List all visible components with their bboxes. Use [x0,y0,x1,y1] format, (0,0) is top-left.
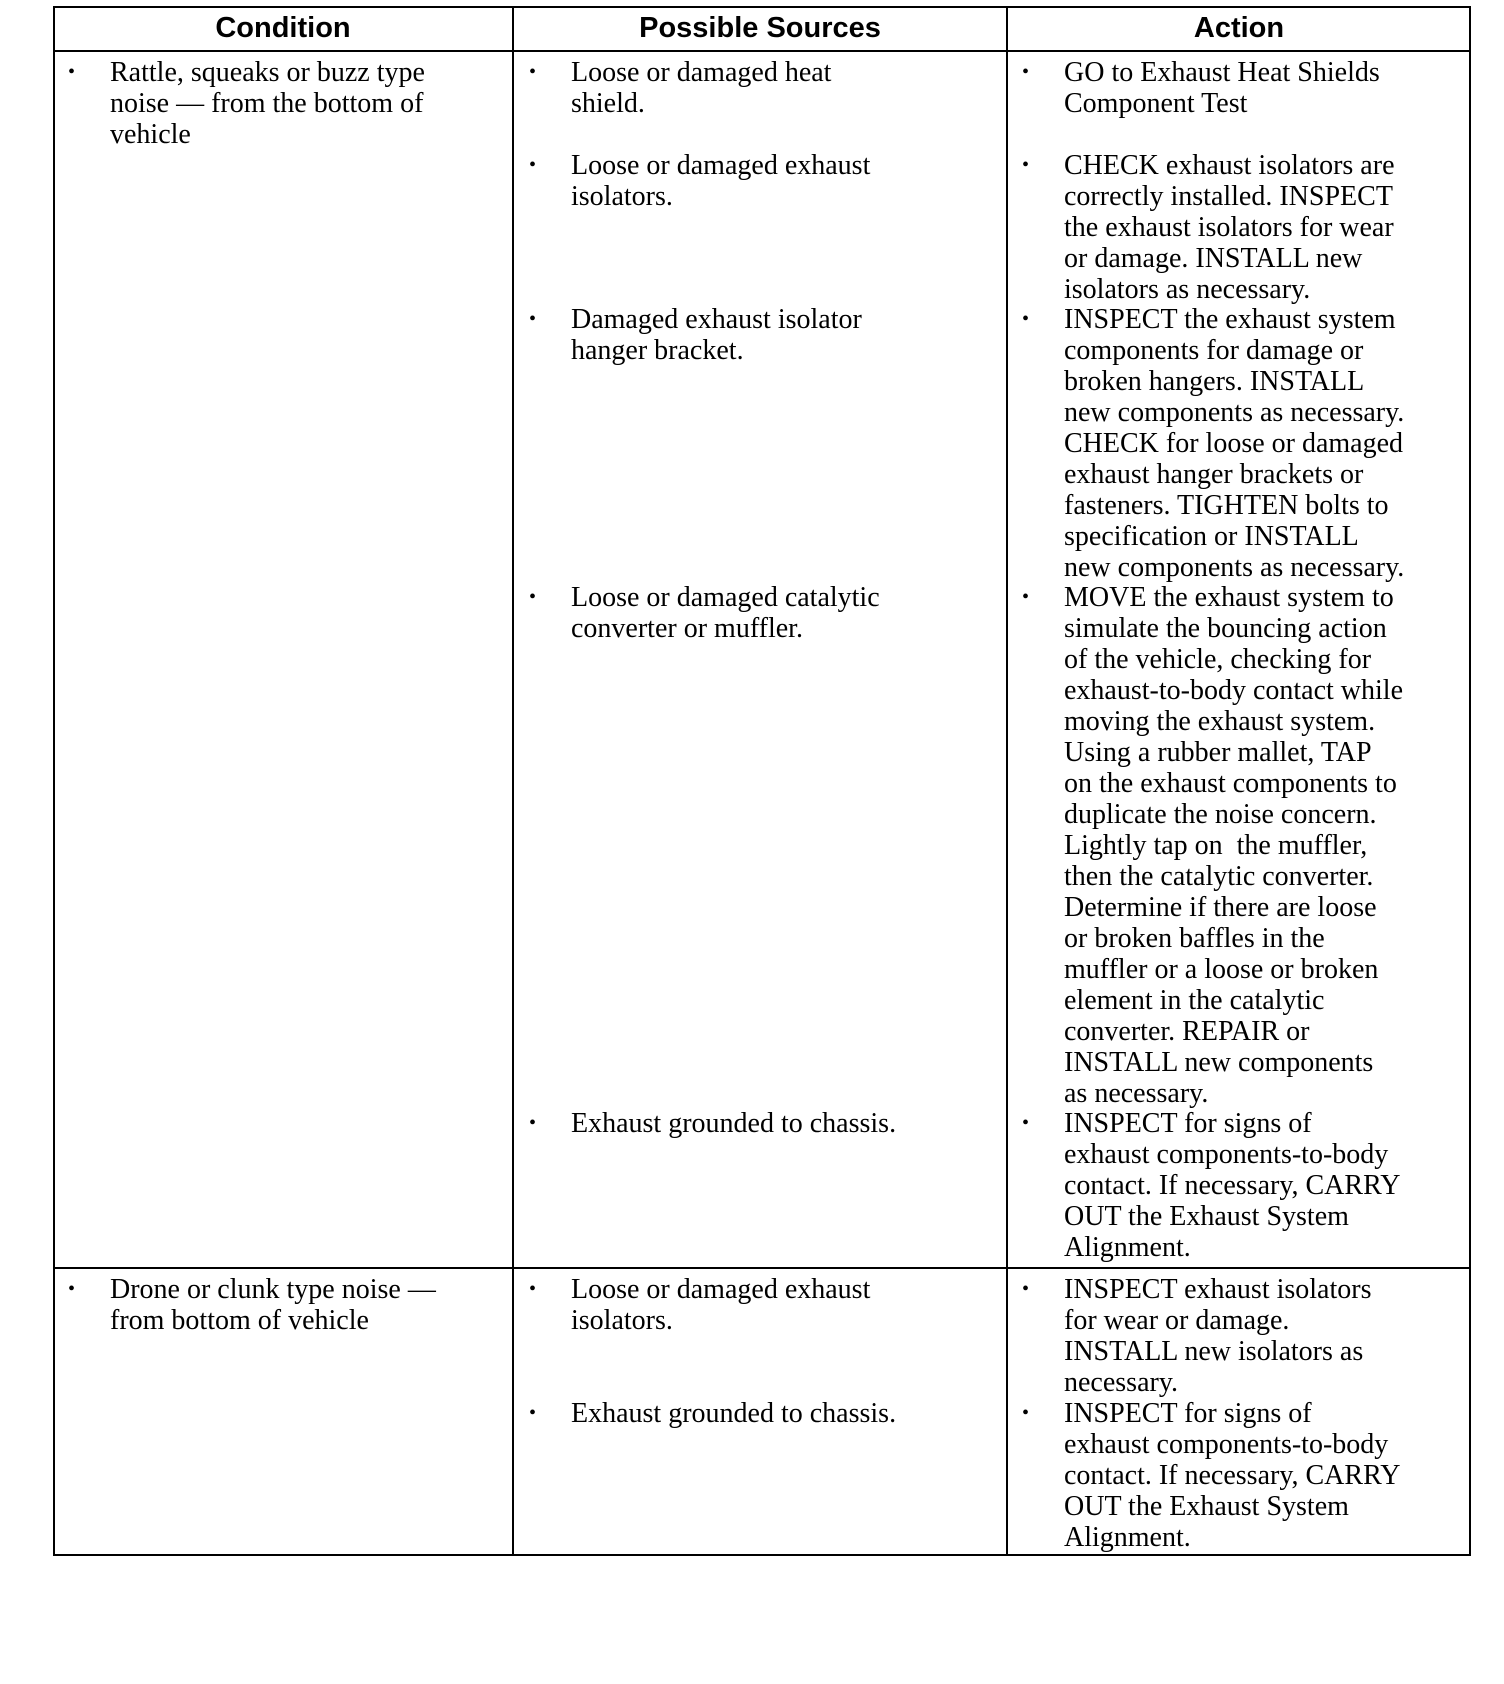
action-text: INSPECT exhaust isolators for wear or damage. INSTALL new isolators as necessary. [1064,1274,1372,1398]
bullet: • [529,1278,537,1300]
source-text: Exhaust grounded to chassis. [571,1108,897,1139]
source-text: Loose or damaged exhaust isolators. [571,150,871,212]
bullet: • [1022,154,1030,176]
bullet: • [529,308,537,330]
source-text: Damaged exhaust isolator hanger bracket. [571,304,862,366]
bullet: • [529,586,537,608]
bullet: • [1022,61,1030,83]
bullet: • [529,1112,537,1134]
troubleshooting-table [53,6,1471,1556]
header-condition: Condition [215,12,351,44]
action-text: INSPECT for signs of exhaust components-to-body contact. If necessary, CARRY OUT the Exhaust System Alignment. [1064,1398,1401,1553]
action-text: MOVE the exhaust system to simulate the bouncing action of the vehicle, checking for exhaust-to-body contact while moving the exhaust system. Using a rubber mallet, TAP on the exhaust components to duplicate the noise concern. Lightly tap on the muffler, then the catalytic converter. Determine if there are loose or broken baffles in the muffler or a loose or broken element in the catalytic converter. REPAIR or INSTALL new components as necessary. [1064,582,1404,1109]
action-text: INSPECT for signs of exhaust components-to-body contact. If necessary, CARRY OUT the Exhaust System Alignment. [1064,1108,1401,1263]
source-text: Loose or damaged heat shield. [571,57,832,119]
bullet: • [68,1278,76,1300]
source-text: Exhaust grounded to chassis. [571,1398,897,1429]
bullet: • [1022,308,1030,330]
source-text: Loose or damaged exhaust isolators. [571,1274,871,1336]
condition-text: Drone or clunk type noise — from bottom of vehicle [110,1274,436,1336]
bullet: • [1022,586,1030,608]
action-text: GO to Exhaust Heat Shields Component Test [1064,57,1380,119]
bullet: • [1022,1402,1030,1424]
action-text: CHECK exhaust isolators are correctly installed. INSPECT the exhaust isolators for wear or damage. INSTALL new isolators as necessary. [1064,150,1395,305]
action-text: INSPECT the exhaust system components for damage or broken hangers. INSTALL new components as necessary. CHECK for loose or damaged exhaust hanger brackets or fasteners. TIGHTEN bolts to specification or INSTALL new components as necessary. [1064,304,1405,583]
header-action: Action [1193,12,1285,44]
bullet: • [1022,1278,1030,1300]
header-possible-sources: Possible Sources [639,12,881,44]
bullet: • [529,1402,537,1424]
condition-text: Rattle, squeaks or buzz type noise — from the bottom of vehicle [110,57,425,150]
bullet: • [68,61,76,83]
bullet: • [529,154,537,176]
source-text: Loose or damaged catalytic converter or muffler. [571,582,880,644]
bullet: • [1022,1112,1030,1134]
bullet: • [529,61,537,83]
